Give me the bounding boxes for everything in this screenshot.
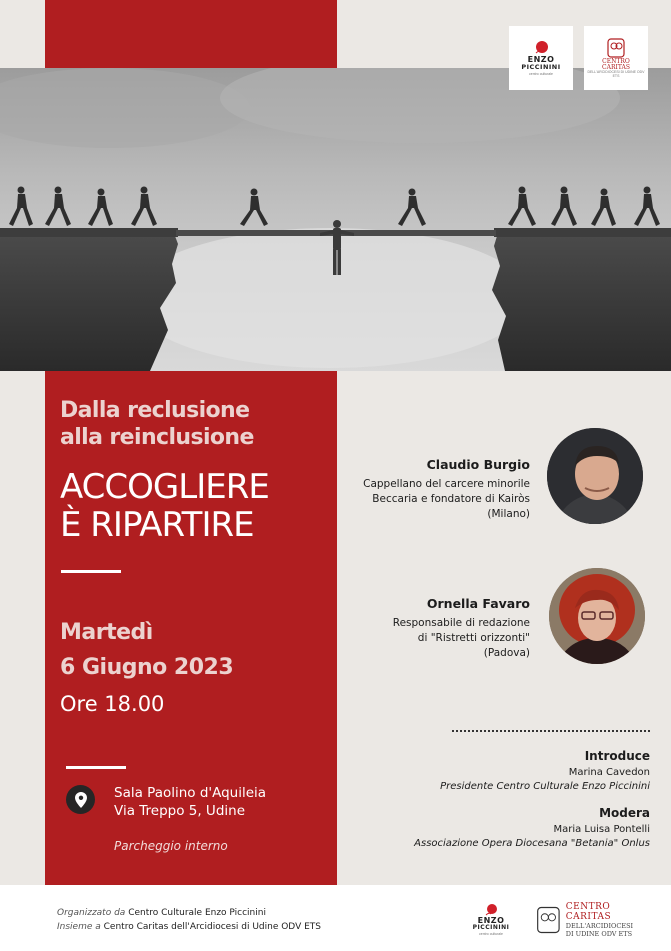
footer-caritas-line4: DI UDINE ODV ETS (565, 930, 633, 938)
logo-enzo-sub: centro culturale (529, 71, 553, 76)
footer-caritas-line1: CENTRO (565, 902, 611, 912)
centro-caritas-logo (584, 26, 648, 90)
organized-prefix: Organizzato da (57, 908, 126, 918)
speaker-name: Ornella Favaro (426, 596, 530, 611)
speaker-role-line: (Padova) (483, 647, 530, 659)
enzo-piccinini-logo (509, 26, 573, 90)
speaker-photo-ornella-favaro (549, 568, 645, 664)
introduce-block (390, 748, 650, 794)
event-title (60, 468, 336, 544)
subtitle-line-2: alla reinclusione (60, 425, 254, 450)
footer-logo-enzo-line2: PICCININI (472, 923, 510, 931)
introduce-person: Marina Cavedon (568, 767, 650, 778)
event-subtitle (60, 397, 330, 451)
event-date: 6 Giugno 2023 (60, 655, 234, 680)
introduce-heading: Introduce (584, 749, 650, 763)
top-red-band (45, 0, 337, 68)
footer-credits (57, 906, 321, 934)
logo-caritas-sub: DELL'ARCIDIOCESI DI UDINE ODV ETS (587, 70, 645, 78)
moderator-person: Maria Luisa Pontelli (553, 824, 650, 835)
moderator-affiliation: Associazione Opera Diocesana "Betania" Onlus (414, 838, 650, 849)
venue-line-2: Via Treppo 5, Udine (114, 803, 245, 819)
balloon-icon (483, 903, 499, 917)
together-prefix: Insieme a (57, 922, 101, 932)
speaker-name: Claudio Burgio (426, 457, 530, 472)
event-time: Ore 18.00 (60, 692, 165, 716)
footer-logo-enzo-sub: centro culturale (479, 931, 503, 936)
dotted-separator (452, 730, 650, 732)
speaker-ornella-favaro (330, 596, 530, 661)
together-with: Centro Caritas dell'Arcidiocesi di Udine ODV ETS (103, 922, 321, 932)
divider-line (61, 570, 121, 573)
speaker-role-line: (Milano) (487, 508, 530, 520)
balloon-icon (532, 40, 550, 56)
speaker-photo-claudio-burgio (547, 428, 643, 524)
moderator-block (390, 805, 650, 851)
moderator-heading: Modera (599, 806, 650, 820)
title-line-1: ACCOGLIERE (60, 467, 269, 507)
logo-caritas-line2: CARITAS (602, 64, 630, 72)
introduce-affiliation: Presidente Centro Culturale Enzo Piccinini (440, 781, 650, 792)
speaker-claudio-burgio (330, 457, 530, 522)
logo-enzo-line2: PICCININI (521, 63, 561, 72)
speaker-role-line: Cappellano del carcere minorile (363, 478, 530, 490)
divider-line (66, 766, 126, 769)
speaker-role-line: Beccaria e fondatore di Kairòs (372, 493, 530, 505)
organized-by: Centro Culturale Enzo Piccinini (128, 908, 266, 918)
cover-photo (0, 68, 671, 371)
caritas-emblem-icon (535, 903, 562, 937)
footer-caritas-line2: CARITAS (565, 912, 612, 922)
parking-note: Parcheggio interno (114, 839, 228, 853)
venue-line-1: Sala Paolino d'Aquileia (114, 785, 267, 801)
event-venue (114, 784, 266, 820)
speaker-role-line: di "Ristretti orizzonti" (417, 632, 530, 644)
footer-logo-enzo-line1: ENZO (477, 915, 505, 925)
event-day: Martedì (60, 620, 153, 645)
subtitle-line-1: Dalla reclusione (60, 398, 250, 423)
footer-enzo-piccinini-logo (466, 895, 516, 943)
caritas-emblem-icon (604, 37, 628, 59)
speaker-role-line: Responsabile di redazione (392, 617, 530, 629)
logo-enzo-line1: ENZO (527, 55, 555, 65)
location-pin-icon (66, 785, 95, 814)
title-line-2: È RIPARTIRE (60, 505, 254, 545)
footer-caritas-line3: DELL'ARCIDIOCESI (565, 922, 634, 930)
logo-caritas-line1: CENTRO (602, 58, 630, 66)
footer-centro-caritas-logo (535, 900, 649, 940)
